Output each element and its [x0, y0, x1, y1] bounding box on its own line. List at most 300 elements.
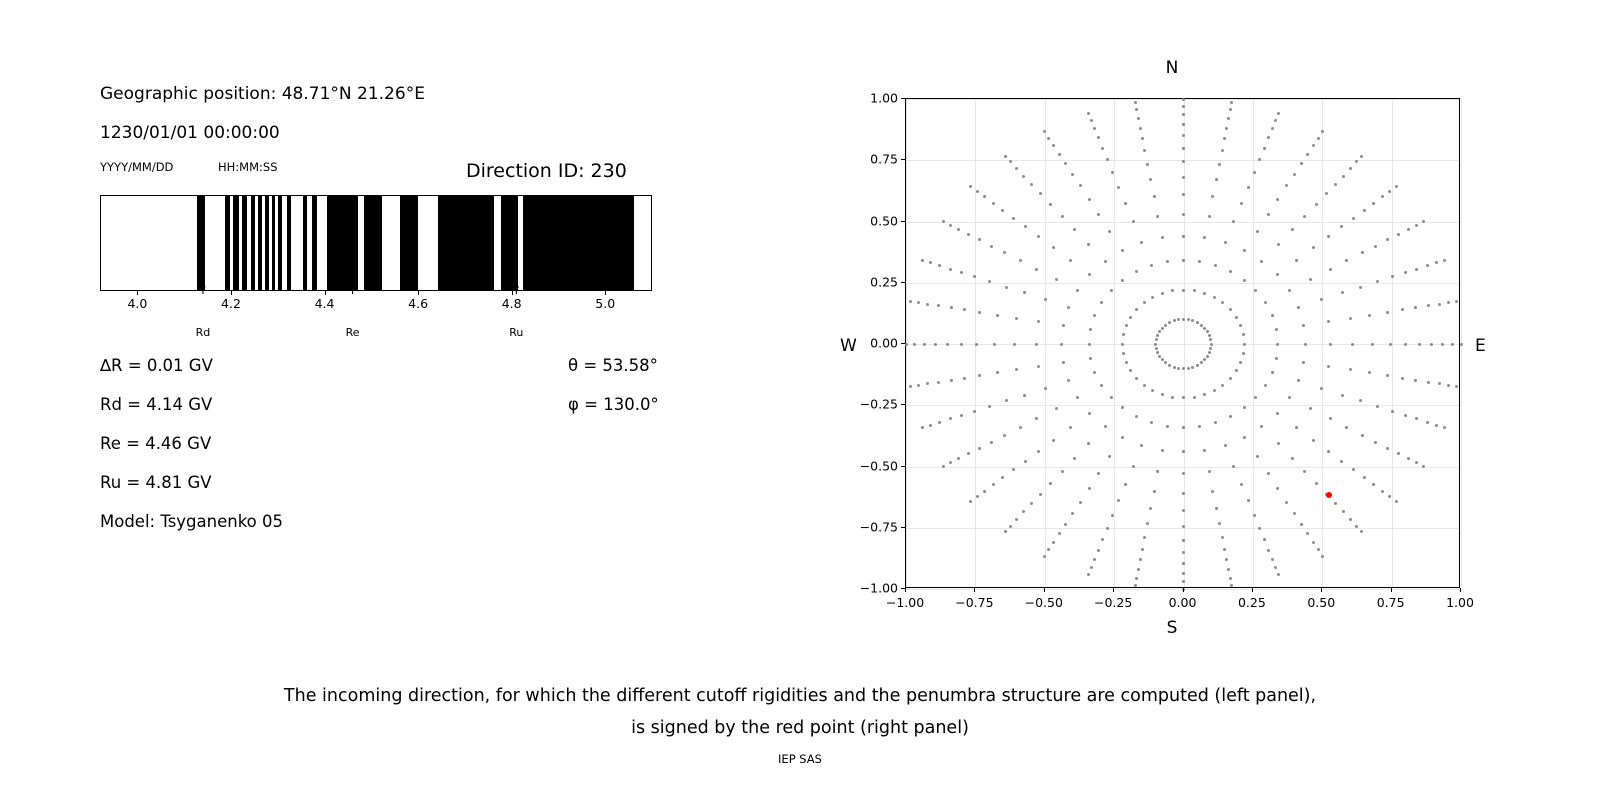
scatter-point	[1435, 261, 1438, 264]
scatter-point	[1404, 343, 1407, 346]
scatter-point	[1182, 396, 1185, 399]
scatter-point	[1430, 343, 1433, 346]
axis-tick-label: 4.2	[221, 296, 241, 311]
scatter-point	[1443, 259, 1446, 262]
scatter-point	[960, 414, 963, 417]
scatter-point	[1171, 289, 1174, 292]
scatter-point	[949, 224, 952, 227]
scatter-point	[1141, 137, 1144, 140]
scatter-point	[1004, 155, 1007, 158]
x-tick-label: −0.75	[955, 595, 994, 610]
scatter-point	[1229, 108, 1232, 111]
scatter-point	[1317, 137, 1320, 140]
scatter-point	[1198, 260, 1201, 263]
scatter-point	[1044, 387, 1047, 390]
marker-label-rd: Rd	[195, 326, 211, 339]
scatter-point	[1062, 324, 1065, 327]
direction-map-panel	[820, 40, 1520, 660]
scatter-point	[1151, 296, 1154, 299]
scatter-point	[1359, 399, 1362, 402]
stat-model: Model: Tsyganenko 05	[100, 512, 284, 531]
scatter-point	[1291, 228, 1294, 231]
scatter-point	[1210, 343, 1213, 346]
scatter-point	[1293, 512, 1296, 515]
scatter-point	[1062, 361, 1065, 364]
scatter-point	[1187, 367, 1190, 370]
scatter-point	[1088, 487, 1091, 490]
axis-tick-label: 4.0	[127, 296, 148, 311]
scatter-point	[909, 385, 912, 388]
scatter-point	[1132, 465, 1135, 468]
scatter-point	[1182, 289, 1185, 292]
scatter-point	[1401, 308, 1404, 311]
scatter-point	[1209, 338, 1212, 341]
stat-delta-r: ∆R = 0.01 GV	[100, 356, 213, 375]
scatter-point	[1135, 270, 1138, 273]
scatter-point	[1229, 270, 1232, 273]
scatter-point	[949, 268, 952, 271]
grid-line-vertical	[1114, 99, 1115, 587]
scatter-point	[1407, 457, 1410, 460]
scatter-point	[1263, 147, 1266, 150]
scatter-point	[921, 259, 924, 262]
marker-arrow-re: ↑	[347, 283, 359, 298]
scatter-point	[1191, 319, 1194, 322]
scatter-point	[1277, 442, 1280, 445]
x-tick-label: 0.00	[1168, 595, 1197, 610]
scatter-point	[1182, 539, 1185, 542]
x-tick-mark	[905, 588, 906, 592]
scatter-point	[1161, 393, 1164, 396]
scatter-point	[963, 377, 966, 380]
scatter-point	[1135, 377, 1138, 380]
scatter-point	[1276, 487, 1279, 490]
penumbra-band	[265, 196, 269, 290]
scatter-point	[1196, 321, 1199, 324]
scatter-point	[1117, 186, 1120, 189]
scatter-point	[1206, 355, 1209, 358]
scatter-point	[1304, 343, 1307, 346]
scatter-point	[1349, 167, 1352, 170]
scatter-point	[1117, 499, 1120, 502]
scatter-point	[1227, 117, 1230, 120]
y-tick-mark	[901, 466, 905, 467]
scatter-point	[1168, 321, 1171, 324]
scatter-point	[1325, 192, 1328, 195]
scatter-point	[1182, 123, 1185, 126]
scatter-point	[1312, 246, 1315, 249]
penumbra-band	[251, 196, 255, 290]
scatter-point	[1088, 198, 1091, 201]
axis-tick-mark	[418, 291, 419, 295]
scatter-point	[1187, 318, 1190, 321]
scatter-point	[1182, 113, 1185, 116]
scatter-point	[1182, 134, 1185, 137]
scatter-point	[1329, 343, 1332, 346]
scatter-point	[1415, 417, 1418, 420]
scatter-point	[1168, 364, 1171, 367]
scatter-point	[1386, 311, 1389, 314]
y-tick-mark	[901, 343, 905, 344]
x-tick-mark	[1391, 588, 1392, 592]
scatter-point	[1274, 566, 1277, 569]
y-tick-label: 0.75	[870, 151, 898, 167]
scatter-point	[1052, 439, 1055, 442]
scatter-point	[1264, 384, 1267, 387]
x-tick-label: −0.25	[1093, 595, 1133, 610]
scatter-point	[1076, 396, 1079, 399]
grid-line-vertical	[1322, 99, 1323, 587]
scatter-point	[1061, 470, 1064, 473]
scatter-point	[1193, 289, 1196, 292]
scatter-point	[1182, 509, 1185, 512]
scatter-point	[1254, 289, 1257, 292]
scatter-point	[1087, 573, 1090, 576]
scatter-point	[1182, 562, 1185, 565]
scatter-point	[1427, 304, 1430, 307]
scatter-point	[934, 343, 937, 346]
scatter-point	[1154, 343, 1157, 346]
axis-tick-label: 5.0	[595, 296, 616, 311]
scatter-point	[1012, 217, 1015, 220]
scatter-point	[1198, 425, 1201, 428]
scatter-point	[1221, 149, 1224, 152]
scatter-point	[1208, 351, 1211, 354]
scatter-point	[1101, 147, 1104, 150]
scatter-point	[1108, 230, 1111, 233]
scatter-point	[1214, 421, 1217, 424]
x-tick-mark	[1321, 588, 1322, 592]
scatter-point	[1235, 316, 1238, 319]
scatter-point	[1088, 412, 1091, 415]
scatter-point	[1256, 230, 1259, 233]
x-tick-mark	[1252, 588, 1253, 592]
scatter-point	[950, 379, 953, 382]
scatter-point	[1341, 291, 1344, 294]
scatter-point	[1161, 327, 1164, 330]
scatter-point	[1013, 343, 1016, 346]
scatter-point	[1359, 286, 1362, 289]
scatter-point	[1121, 279, 1124, 282]
scatter-point	[1447, 384, 1450, 387]
scatter-point	[1005, 399, 1008, 402]
scatter-point	[1263, 538, 1266, 541]
scatter-point	[983, 195, 986, 198]
scatter-point	[1015, 167, 1018, 170]
scatter-point	[1302, 361, 1305, 364]
scatter-point	[1243, 406, 1246, 409]
scatter-point	[1182, 472, 1185, 475]
scatter-point	[1224, 241, 1227, 244]
scatter-point	[1342, 175, 1345, 178]
scatter-point	[1435, 424, 1438, 427]
scatter-point	[1135, 308, 1138, 311]
scatter-point	[1300, 162, 1303, 165]
scatter-point	[1097, 472, 1100, 475]
scatter-point	[1182, 426, 1185, 429]
scatter-point	[1213, 389, 1216, 392]
scatter-point	[1371, 343, 1374, 346]
scatter-point	[1372, 483, 1375, 486]
scatter-point	[1182, 193, 1185, 196]
stat-theta: θ = 53.58°	[568, 356, 658, 375]
scatter-point	[1334, 502, 1337, 505]
scatter-point	[1230, 584, 1233, 587]
scatter-point	[1182, 105, 1185, 108]
scatter-point	[1137, 568, 1140, 571]
scatter-point	[929, 261, 932, 264]
scatter-point	[1158, 330, 1161, 333]
scatter-point	[1211, 490, 1214, 493]
scatter-point	[1271, 558, 1274, 561]
scatter-point	[1300, 523, 1303, 526]
scatter-point	[1312, 541, 1315, 544]
scatter-point	[949, 417, 952, 420]
scatter-point	[1351, 343, 1354, 346]
scatter-point	[1374, 441, 1377, 444]
scatter-point	[1047, 548, 1050, 551]
scatter-point	[950, 306, 953, 309]
scatter-point	[1087, 243, 1090, 246]
scatter-point	[1223, 548, 1226, 551]
scatter-point	[1153, 490, 1156, 493]
scatter-point	[1361, 251, 1364, 254]
scatter-point	[1200, 361, 1203, 364]
penumbra-x-axis	[100, 291, 652, 311]
scatter-point	[1156, 215, 1159, 218]
scatter-point	[1182, 259, 1185, 262]
scatter-point	[1277, 243, 1280, 246]
scatter-point	[960, 271, 963, 274]
scatter-point	[1090, 566, 1093, 569]
scatter-point	[1443, 426, 1446, 429]
scatter-point	[1100, 384, 1103, 387]
scatter-point	[1267, 136, 1270, 139]
y-tick-mark	[901, 221, 905, 222]
stat-ru: Ru = 4.81 GV	[100, 473, 212, 492]
penumbra-band	[364, 196, 381, 290]
scatter-point	[1161, 449, 1164, 452]
scatter-point	[1258, 527, 1261, 530]
marker-arrow-rd: ↑	[197, 283, 209, 298]
scatter-point	[946, 343, 949, 346]
scatter-point	[1039, 192, 1042, 195]
scatter-point	[1352, 217, 1355, 220]
scatter-point	[1137, 117, 1140, 120]
scatter-point	[967, 233, 970, 236]
scatter-point	[1019, 426, 1022, 429]
scatter-point	[992, 483, 995, 486]
scatter-point	[1285, 501, 1288, 504]
compass-west-label: W	[840, 336, 857, 356]
scatter-point	[1071, 173, 1074, 176]
scatter-point	[988, 280, 991, 283]
scatter-point	[1232, 465, 1235, 468]
scatter-point	[1240, 483, 1243, 486]
scatter-point	[1329, 417, 1332, 420]
scatter-point	[1173, 319, 1176, 322]
scatter-point	[1146, 163, 1149, 166]
scatter-point	[1009, 525, 1012, 528]
grid-line-vertical	[1045, 99, 1046, 587]
scatter-point	[1404, 414, 1407, 417]
scatter-point	[1321, 130, 1324, 133]
scatter-point	[1239, 324, 1242, 327]
scatter-point	[1391, 410, 1394, 413]
scatter-point	[1143, 301, 1146, 304]
scatter-point	[1349, 317, 1352, 320]
scatter-point	[1149, 178, 1152, 181]
scatter-point	[1415, 461, 1418, 464]
scatter-point	[1101, 538, 1104, 541]
scatter-point	[1141, 548, 1144, 551]
scatter-point	[1360, 155, 1363, 158]
scatter-point	[988, 405, 991, 408]
scatter-point	[1276, 412, 1279, 415]
scatter-point	[1315, 482, 1318, 485]
scatter-point	[978, 311, 981, 314]
selected-direction-point[interactable]	[1326, 492, 1332, 498]
scatter-point	[1067, 306, 1070, 309]
scatter-point	[1182, 318, 1185, 321]
credit-label: IEP SAS	[778, 752, 822, 766]
scatter-point	[1124, 483, 1127, 486]
scatter-point	[1134, 584, 1137, 587]
penumbra-band	[258, 196, 262, 290]
scatter-point	[1203, 358, 1206, 361]
scatter-point	[1306, 153, 1309, 156]
scatter-point	[1312, 439, 1315, 442]
datetime-text: 1230/01/01 00:00:00	[100, 123, 280, 143]
axis-tick-label: 4.4	[314, 296, 335, 311]
scatter-point	[1317, 548, 1320, 551]
scatter-point	[1374, 245, 1377, 248]
scatter-point	[1030, 502, 1033, 505]
scatter-point	[1260, 425, 1263, 428]
scatter-point	[1340, 225, 1343, 228]
scatter-point	[957, 228, 960, 231]
scatter-point	[1404, 271, 1407, 274]
scatter-point	[1058, 153, 1061, 156]
scatter-point	[1135, 415, 1138, 418]
scatter-point	[1321, 555, 1324, 558]
scatter-point	[938, 264, 941, 267]
scatter-point	[1341, 394, 1344, 397]
scatter-point	[1427, 381, 1430, 384]
scatter-point	[1381, 195, 1384, 198]
penumbra-band	[523, 196, 634, 290]
scatter-point	[1247, 499, 1250, 502]
y-tick-label: 1.00	[870, 90, 898, 106]
scatter-point	[1240, 202, 1243, 205]
scatter-point	[929, 424, 932, 427]
scatter-point	[913, 343, 916, 346]
scatter-point	[1004, 530, 1007, 533]
scatter-point	[1139, 558, 1142, 561]
penumbra-band	[225, 196, 229, 290]
scatter-point	[969, 500, 972, 503]
scatter-point	[1363, 209, 1366, 212]
scatter-point	[1076, 289, 1079, 292]
geographic-position-text: Geographic position: 48.71°N 21.26°E	[100, 84, 425, 104]
penumbra-band	[278, 196, 282, 290]
y-tick-label: 0.50	[870, 213, 898, 228]
scatter-point	[1135, 108, 1138, 111]
x-tick-label: 1.00	[1446, 595, 1474, 610]
scatter-point	[1003, 251, 1006, 254]
grid-line-horizontal	[906, 467, 1459, 468]
grid-line-horizontal	[906, 222, 1459, 223]
scatter-point	[1005, 286, 1008, 289]
scatter-point	[978, 374, 981, 377]
y-tick-label: 0.25	[870, 274, 898, 290]
scatter-point	[1276, 343, 1279, 346]
scatter-point	[1224, 444, 1227, 447]
axis-tick-mark	[325, 291, 326, 295]
figure-caption	[0, 680, 1600, 744]
scatter-point	[1312, 144, 1315, 147]
scatter-point	[1129, 369, 1132, 372]
scatter-point	[1122, 352, 1125, 355]
x-tick-label: 0.75	[1376, 595, 1405, 610]
penumbra-bands-plot	[100, 195, 652, 291]
scatter-point	[1088, 273, 1091, 276]
axis-tick-label: 4.6	[408, 296, 429, 311]
scatter-point	[1100, 301, 1103, 304]
scatter-point	[1089, 357, 1092, 360]
scatter-point	[1030, 183, 1033, 186]
scatter-point	[1214, 264, 1217, 267]
scatter-point	[1019, 259, 1022, 262]
scatter-point	[1368, 314, 1371, 317]
scatter-point	[1438, 382, 1441, 385]
scatter-point	[1023, 291, 1026, 294]
scatter-point	[957, 457, 960, 460]
scatter-point	[1243, 436, 1246, 439]
scatter-point	[1247, 186, 1250, 189]
scatter-point	[1395, 500, 1398, 503]
scatter-point	[1134, 101, 1137, 104]
scatter-point	[1253, 514, 1256, 517]
scatter-point	[1274, 119, 1277, 122]
scatter-point	[1203, 449, 1206, 452]
scatter-point	[1143, 384, 1146, 387]
scatter-point	[1110, 396, 1113, 399]
penumbra-chart	[100, 195, 652, 291]
scatter-point	[1229, 377, 1232, 380]
scatter-point	[1309, 407, 1312, 410]
scatter-point	[1376, 405, 1379, 408]
marker-arrow-ru: ↑	[510, 283, 522, 298]
scatter-point	[1418, 343, 1421, 346]
stat-re: Re = 4.46 GV	[100, 434, 212, 453]
penumbra-band	[303, 196, 307, 290]
axis-tick-label: 4.8	[501, 296, 522, 311]
stat-rd: Rd = 4.14 GV	[100, 395, 213, 414]
scatter-point	[1229, 415, 1232, 418]
scatter-point	[1039, 493, 1042, 496]
scatter-point	[1227, 568, 1230, 571]
scatter-point	[1297, 379, 1300, 382]
scatter-point	[976, 495, 979, 498]
scatter-point	[1407, 228, 1410, 231]
scatter-point	[1271, 314, 1274, 317]
scatter-point	[1060, 343, 1063, 346]
scatter-point	[1052, 246, 1055, 249]
scatter-point	[1001, 476, 1004, 479]
x-tick-mark	[1113, 588, 1114, 592]
scatter-point	[937, 304, 940, 307]
